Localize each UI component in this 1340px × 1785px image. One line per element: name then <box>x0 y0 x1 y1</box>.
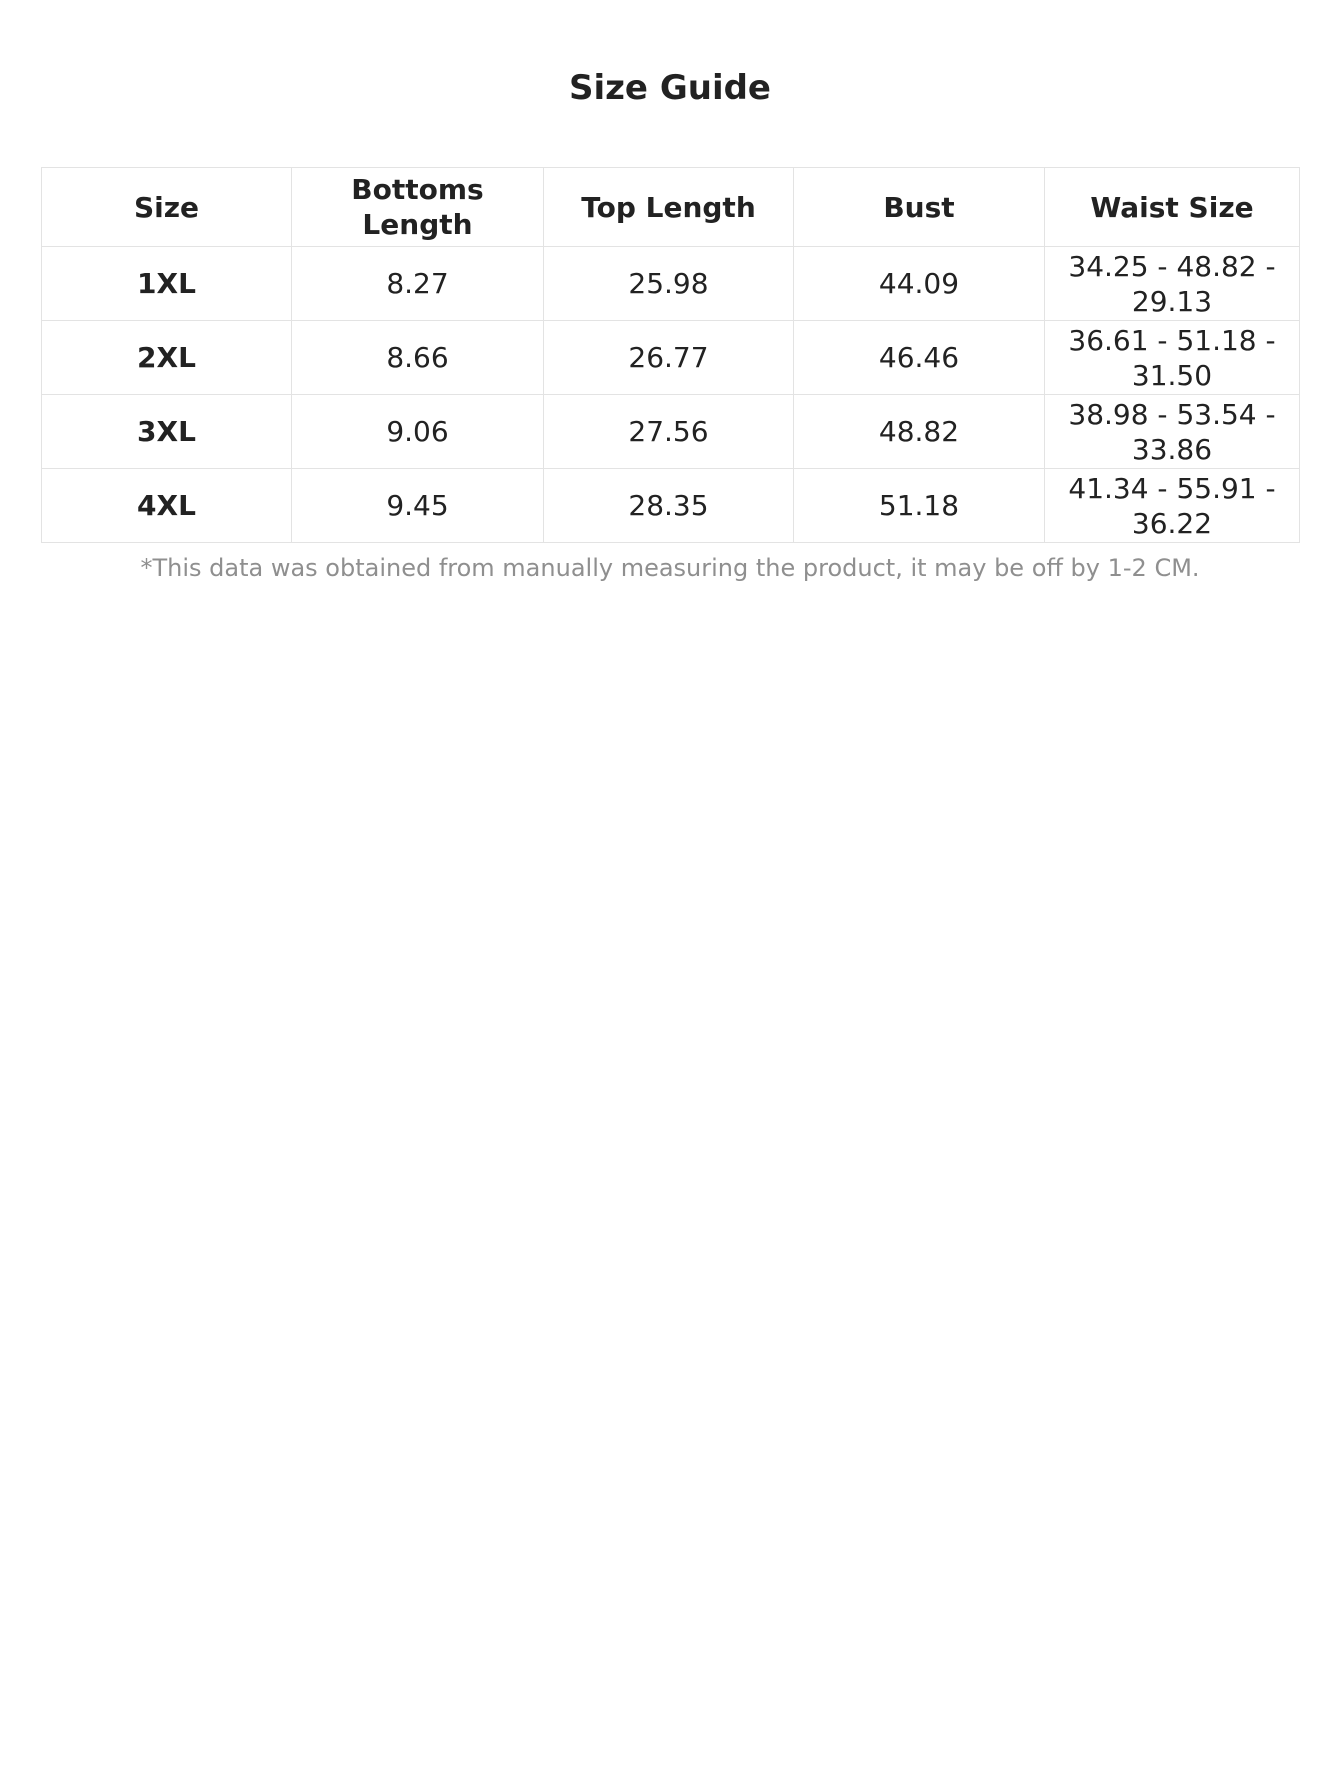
bottoms-length-cell: 9.45 <box>292 469 544 543</box>
table-row <box>42 321 1300 395</box>
top-length-cell: 27.56 <box>544 395 794 469</box>
column-header-bust: Bust <box>794 168 1045 247</box>
bust-cell: 46.46 <box>794 321 1045 395</box>
size-table <box>41 167 1300 543</box>
bust-cell: 44.09 <box>794 247 1045 321</box>
top-length-cell: 28.35 <box>544 469 794 543</box>
top-length-cell: 25.98 <box>544 247 794 321</box>
table-row <box>42 395 1300 469</box>
page-title: Size Guide <box>569 68 771 108</box>
size-cell: 1XL <box>42 247 292 321</box>
bottoms-length-cell: 8.27 <box>292 247 544 321</box>
waist-size-cell: 36.61 - 51.18 - 31.50 <box>1045 321 1300 395</box>
size-cell: 2XL <box>42 321 292 395</box>
size-cell: 4XL <box>42 469 292 543</box>
bottoms-length-cell: 8.66 <box>292 321 544 395</box>
waist-size-cell: 34.25 - 48.82 - 29.13 <box>1045 247 1300 321</box>
size-cell: 3XL <box>42 395 292 469</box>
bust-cell: 48.82 <box>794 395 1045 469</box>
table-header-row <box>42 168 1300 247</box>
waist-size-cell: 38.98 - 53.54 - 33.86 <box>1045 395 1300 469</box>
column-header-bottoms-length: Bottoms Length <box>292 168 544 247</box>
table-row <box>42 469 1300 543</box>
bust-cell: 51.18 <box>794 469 1045 543</box>
measurement-disclaimer: *This data was obtained from manually measuring the product, it may be off by 1-2 CM. <box>140 554 1200 582</box>
column-header-size: Size <box>42 168 292 247</box>
column-header-top-length: Top Length <box>544 168 794 247</box>
waist-size-cell: 41.34 - 55.91 - 36.22 <box>1045 469 1300 543</box>
bottoms-length-cell: 9.06 <box>292 395 544 469</box>
top-length-cell: 26.77 <box>544 321 794 395</box>
table-row <box>42 247 1300 321</box>
column-header-waist-size: Waist Size <box>1045 168 1300 247</box>
